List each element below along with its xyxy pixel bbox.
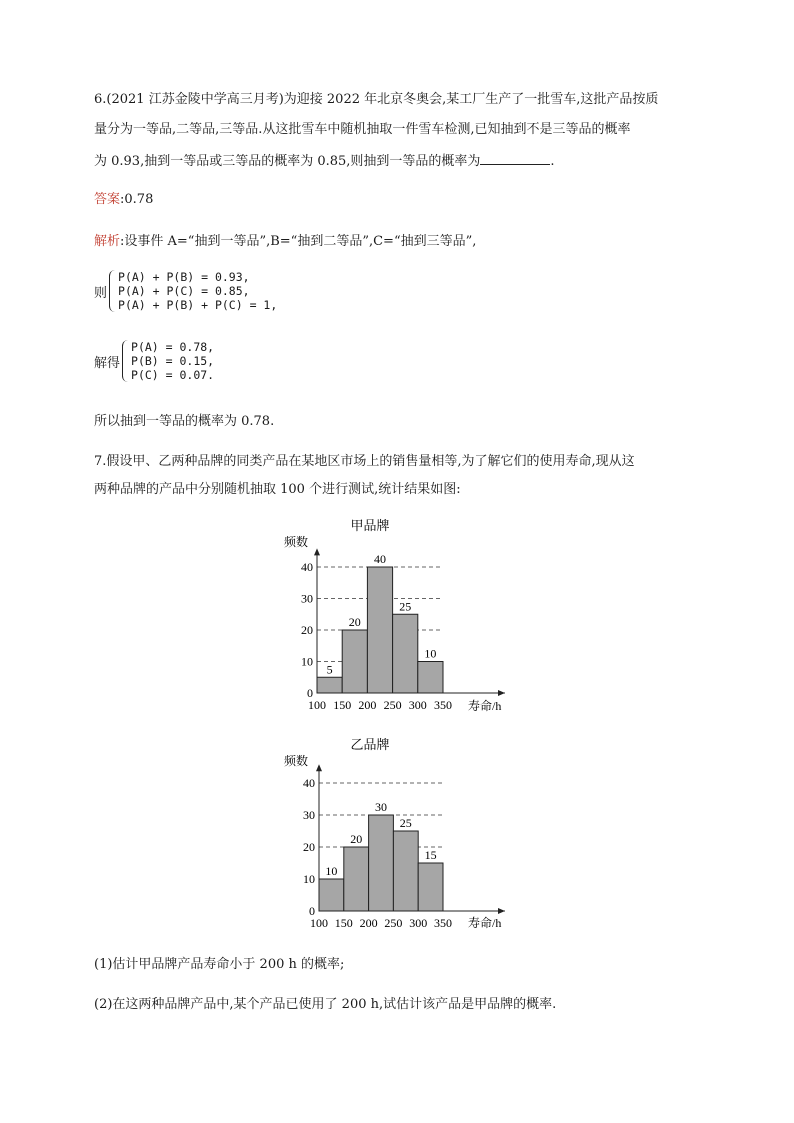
- system2-lines: [131, 340, 214, 382]
- bar-value-label: 15: [424, 848, 437, 862]
- q6-line-2: 量分为一等品,二等品,三等品.从这批雪车中随机抽取一件雪车检测,已知抽到不是三等品的概率: [94, 122, 631, 137]
- histogram-brand-b: [270, 735, 520, 940]
- x-axis-arrow: [498, 690, 505, 696]
- system2-eq: P(C) = 0.07.: [131, 368, 215, 382]
- histogram-bar: [319, 879, 344, 911]
- bar-value-label: 30: [375, 800, 387, 814]
- y-tick-label: 10: [301, 654, 313, 669]
- analysis-line: [94, 232, 476, 252]
- histogram-bar: [317, 677, 342, 693]
- x-tick-label: 150: [334, 916, 353, 930]
- bar-value-label: 25: [399, 599, 412, 614]
- y-tick-label: 30: [303, 808, 315, 822]
- x-tick-label: 350: [434, 698, 452, 712]
- system1-eq: P(A) + P(C) = 0.85,: [118, 284, 250, 298]
- q6-line-3-text: 为 0.93,抽到一等品或三等品的概率为 0.85,则抽到一等品的概率为: [94, 154, 481, 169]
- system1-eq: P(A) + P(B) + P(C) = 1,: [118, 298, 278, 312]
- y-tick-label: 0: [307, 686, 313, 700]
- q6-line-3: [94, 150, 555, 172]
- bar-value-label: 40: [374, 552, 386, 566]
- answer-value: :0.78: [120, 192, 154, 207]
- bar-value-label: 10: [325, 864, 338, 878]
- histogram-brand-a: [270, 512, 520, 717]
- left-brace: [109, 270, 116, 312]
- x-tick-label: 250: [383, 698, 402, 712]
- system1-lines: [118, 270, 277, 312]
- system1-eq: P(A) + P(B) = 0.93,: [118, 270, 250, 284]
- bar-value-label: 10: [424, 646, 437, 661]
- y-tick-label: 20: [303, 840, 315, 854]
- bar-value-label: 5: [326, 662, 333, 677]
- bar-value-label: 25: [399, 816, 412, 830]
- equation-system-1: [94, 270, 277, 312]
- q7-line-2: 两种品牌的产品中分别随机抽取 100 个进行测试,统计结果如图:: [94, 482, 461, 497]
- system2-eq: P(A) = 0.78,: [131, 340, 215, 354]
- y-tick-label: 40: [301, 560, 313, 574]
- x-tick-label: 100: [308, 698, 326, 712]
- chart-title: 甲品牌: [350, 518, 390, 533]
- q7-sub-1: (1)估计甲品牌产品寿命小于 200 h 的概率;: [94, 957, 345, 972]
- bar-value-label: 20: [350, 832, 363, 846]
- histogram-bar: [367, 567, 392, 693]
- y-axis-arrow: [316, 764, 322, 771]
- system2-eq: P(B) = 0.15,: [131, 354, 215, 368]
- then-label: 则: [94, 285, 108, 301]
- q7-line-1: 7.假设甲、乙两种品牌的同类产品在某地区市场上的销售量相等,为了解它们的使用寿命,现从这: [94, 454, 635, 469]
- x-tick-label: 200: [359, 916, 378, 930]
- chart-title: 乙品牌: [350, 737, 390, 752]
- y-axis-arrow: [314, 548, 320, 555]
- analysis-text: :设事件 A=“抽到一等品”,B=“抽到二等品”,C=“抽到三等品”,: [120, 234, 477, 249]
- x-tick-label: 300: [408, 698, 427, 712]
- solve-label: 解得: [94, 355, 121, 371]
- y-axis-label: 频数: [284, 754, 309, 768]
- q6-line-1: 6.(2021 江苏金陵中学高三月考)为迎接 2022 年北京冬奥会,某工厂生产了一批雪车,这批产品按质: [94, 92, 659, 107]
- x-tick-label: 300: [409, 916, 428, 930]
- histogram-bar: [369, 815, 394, 911]
- x-axis-label: 寿命/h: [468, 916, 502, 930]
- x-tick-label: 100: [310, 916, 328, 930]
- histogram-bar: [418, 662, 443, 694]
- y-tick-label: 40: [303, 776, 315, 790]
- y-tick-label: 30: [301, 591, 313, 606]
- answer-line: [94, 190, 153, 210]
- x-axis-arrow: [498, 908, 505, 914]
- y-tick-label: 10: [303, 872, 315, 886]
- x-tick-label: 350: [434, 916, 452, 930]
- answer-label: 答案: [94, 192, 121, 207]
- y-tick-label: 0: [309, 904, 315, 918]
- histogram-bar: [342, 630, 367, 693]
- y-axis-label: 频数: [284, 535, 309, 549]
- q7-sub-2: (2)在这两种品牌产品中,某个产品已使用了 200 h,试估计该产品是甲品牌的概率.: [94, 997, 557, 1012]
- x-tick-label: 200: [358, 698, 377, 712]
- x-tick-label: 250: [384, 916, 403, 930]
- bar-value-label: 20: [348, 615, 361, 629]
- conclusion: 所以抽到一等品的概率为 0.78.: [94, 414, 275, 429]
- histogram-bar: [418, 863, 443, 911]
- x-axis-label: 寿命/h: [468, 699, 502, 713]
- histogram-bar: [393, 831, 418, 911]
- analysis-label: 解析: [94, 234, 121, 249]
- x-tick-label: 150: [333, 698, 352, 712]
- equation-system-2: [94, 340, 214, 382]
- histogram-bar: [344, 847, 369, 911]
- y-tick-label: 20: [301, 623, 313, 637]
- left-brace: [122, 340, 129, 382]
- histogram-bar: [393, 614, 418, 693]
- q6-line-3-end: .: [550, 154, 555, 169]
- answer-blank: [480, 150, 550, 165]
